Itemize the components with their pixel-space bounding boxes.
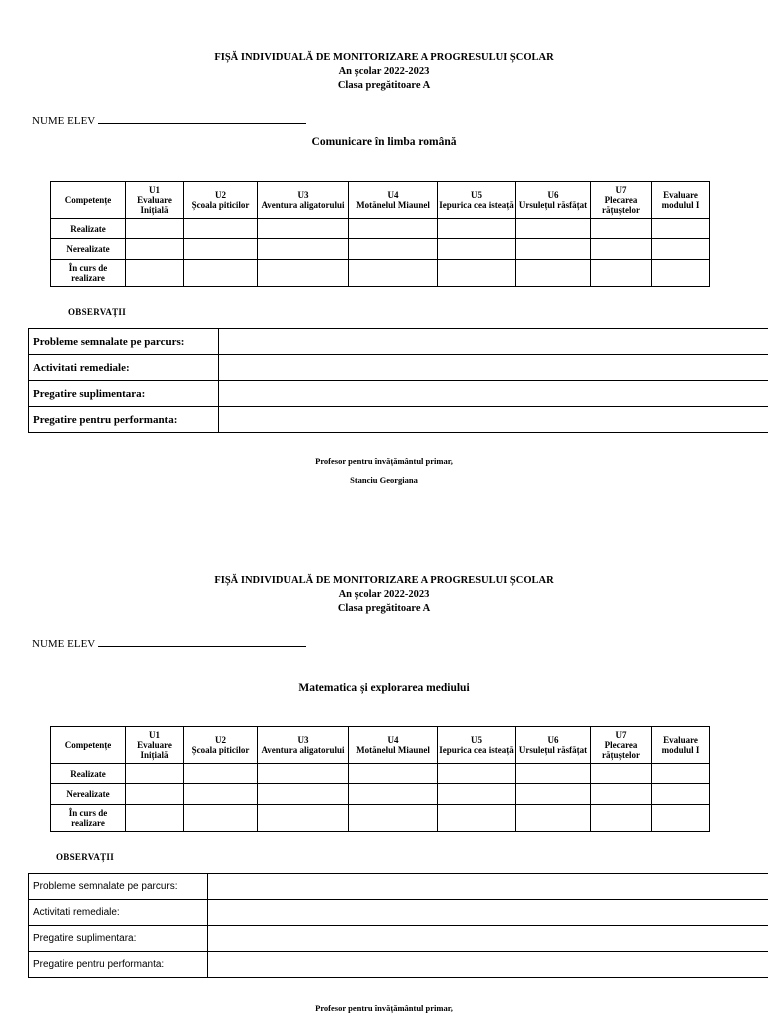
observation-field[interactable] <box>208 874 768 900</box>
unit-code: U1 <box>149 730 160 740</box>
competence-table <box>50 726 710 832</box>
unit-code: U1 <box>149 185 160 195</box>
row-label: Nerealizate <box>51 239 126 260</box>
column-header <box>438 727 516 764</box>
observation-label: Pregatire suplimentara: <box>29 381 219 407</box>
row-label: Nerealizate <box>51 784 126 805</box>
table-row <box>51 784 710 805</box>
unit-name: Evaluare modulul I <box>661 190 700 210</box>
observation-field[interactable] <box>208 952 768 978</box>
grade-cell[interactable] <box>516 764 591 784</box>
unit-code: U2 <box>215 735 226 745</box>
table-row <box>29 926 768 952</box>
unit-name: Evaluare Inițială <box>137 740 172 760</box>
unit-name: Iepurica cea isteață <box>439 745 514 755</box>
observation-label: Activitati remediale: <box>29 355 219 381</box>
grade-cell[interactable] <box>349 805 438 832</box>
grade-cell[interactable] <box>184 764 258 784</box>
grade-cell[interactable] <box>652 784 710 805</box>
grade-cell[interactable] <box>591 784 652 805</box>
grade-cell[interactable] <box>184 784 258 805</box>
subject-title: Comunicare în limba română <box>311 136 457 148</box>
row-label: În curs de realizare <box>51 260 126 287</box>
teacher-role: Profesor pentru învățământul primar, <box>315 1003 453 1013</box>
sheet-title: FIȘĂ INDIVIDUALĂ DE MONITORIZARE A PROGRESULUI ȘCOLAR <box>214 52 554 63</box>
sheet-header <box>0 574 768 616</box>
unit-name: Școala piticilor <box>191 745 250 755</box>
unit-name: Plecarea rățuștelor <box>602 740 640 760</box>
student-name-label: NUME ELEV <box>32 638 96 650</box>
grade-cell[interactable] <box>438 764 516 784</box>
grade-cell[interactable] <box>591 764 652 784</box>
observation-label: Pregatire pentru performanta: <box>29 952 208 978</box>
unit-code: U6 <box>547 735 559 745</box>
unit-name: Aventura aligatorului <box>261 745 345 755</box>
grade-cell[interactable] <box>591 805 652 832</box>
column-header <box>652 727 710 764</box>
column-header <box>516 727 591 764</box>
unit-code: U6 <box>547 190 559 200</box>
grade-cell[interactable] <box>652 764 710 784</box>
school-year: An școlar 2022-2023 <box>338 589 430 600</box>
unit-name: Ursulețul răsfățat <box>518 200 588 210</box>
school-year: An școlar 2022-2023 <box>338 66 430 77</box>
grade-cell[interactable] <box>126 764 184 784</box>
table-row <box>51 764 710 784</box>
unit-name: Motănelul Miaunel <box>356 745 430 755</box>
grade-cell[interactable] <box>349 784 438 805</box>
column-header <box>349 727 438 764</box>
grade-cell[interactable] <box>126 784 184 805</box>
column-header <box>126 727 184 764</box>
grade-cell[interactable] <box>652 805 710 832</box>
unit-code: U7 <box>615 185 627 195</box>
unit-name: Motănelul Miaunel <box>356 200 430 210</box>
observation-field[interactable] <box>208 900 768 926</box>
grade-cell[interactable] <box>516 805 591 832</box>
unit-name: Evaluare modulul I <box>661 735 700 755</box>
observation-label: Pregatire suplimentara: <box>29 926 208 952</box>
table-row <box>29 952 768 978</box>
unit-code: U5 <box>471 735 482 745</box>
column-header <box>258 727 349 764</box>
column-header <box>591 727 652 764</box>
grade-cell[interactable] <box>516 784 591 805</box>
observation-field[interactable] <box>208 926 768 952</box>
grade-cell[interactable] <box>349 764 438 784</box>
unit-name: Ursulețul răsfățat <box>518 745 588 755</box>
class-name: Clasa pregătitoare A <box>337 80 431 91</box>
teacher-role: Profesor pentru învățământul primar, <box>315 456 453 466</box>
unit-code: U7 <box>615 730 627 740</box>
grade-cell[interactable] <box>258 784 349 805</box>
unit-name: Aventura aligatorului <box>261 200 345 210</box>
student-name-line <box>32 637 306 650</box>
student-name-blank[interactable] <box>98 637 306 647</box>
unit-name: Evaluare Inițială <box>137 195 172 215</box>
row-label: Realizate <box>51 219 126 239</box>
grade-cell[interactable] <box>126 805 184 832</box>
row-label: Realizate <box>51 764 126 784</box>
grade-cell[interactable] <box>438 805 516 832</box>
table-row <box>29 874 768 900</box>
teacher-name: Stanciu Georgiana <box>350 475 418 485</box>
unit-code: U4 <box>387 190 399 200</box>
grade-cell[interactable] <box>184 805 258 832</box>
class-name: Clasa pregătitoare A <box>337 603 431 614</box>
subject-title: Matematica și explorarea mediului <box>298 682 470 694</box>
table-row <box>29 900 768 926</box>
unit-code: U3 <box>297 735 309 745</box>
grade-cell[interactable] <box>438 784 516 805</box>
observation-label: Pregatire pentru performanta: <box>29 407 219 433</box>
observation-label: Activitati remediale: <box>29 900 208 926</box>
row-label: În curs de realizare <box>51 805 126 832</box>
sheet-title: FIȘĂ INDIVIDUALĂ DE MONITORIZARE A PROGRESULUI ȘCOLAR <box>214 575 554 586</box>
corner-header: Competențe <box>51 182 126 219</box>
observations-title: OBSERVAȚII <box>68 307 127 317</box>
unit-name: Plecarea rățuștelor <box>602 195 640 215</box>
unit-code: U5 <box>471 190 482 200</box>
unit-name: Școala piticilor <box>191 200 250 210</box>
student-name-label: NUME ELEV <box>32 115 96 127</box>
unit-code: U4 <box>387 735 399 745</box>
grade-cell[interactable] <box>258 805 349 832</box>
table-row <box>51 805 710 832</box>
unit-code: U2 <box>215 190 226 200</box>
column-header <box>184 727 258 764</box>
observations-title: OBSERVAȚII <box>56 852 115 862</box>
observation-label: Probleme semnalate pe parcurs: <box>29 874 208 900</box>
observation-label: Probleme semnalate pe parcurs: <box>29 329 219 355</box>
grade-cell[interactable] <box>258 764 349 784</box>
table-header-row <box>51 727 710 764</box>
unit-name: Iepurica cea isteață <box>439 200 514 210</box>
unit-code: U3 <box>297 190 309 200</box>
observations-table <box>28 873 768 978</box>
corner-header: Competențe <box>51 727 126 764</box>
